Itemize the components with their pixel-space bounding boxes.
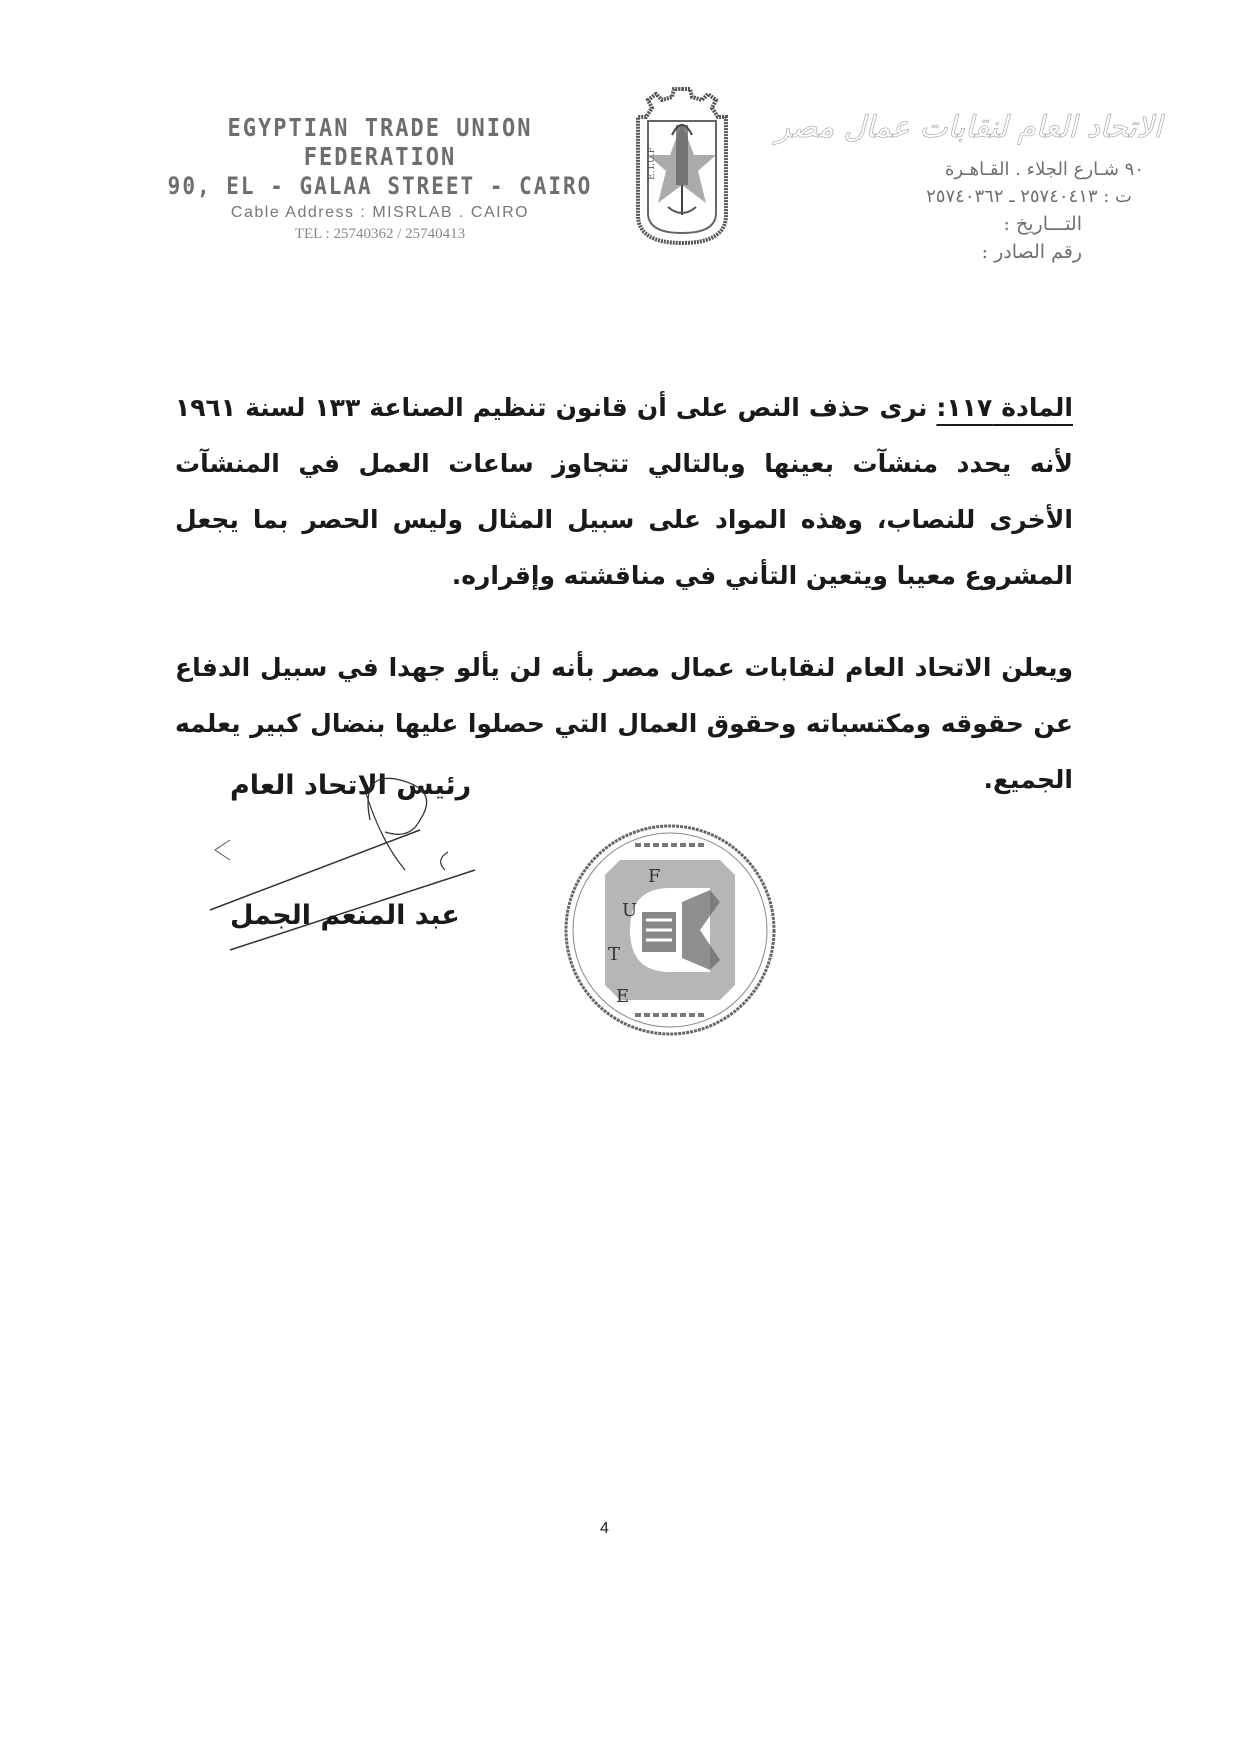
org-name-english: EGYPTIAN TRADE UNION FEDERATION <box>227 114 533 172</box>
svg-text:E.T.U.F: E.T.U.F <box>647 147 657 180</box>
article-paragraph <box>175 380 1073 604</box>
declaration-paragraph: ويعلن الاتحاد العام لنقابات عمال مصر بأنه لن يألو جهدا في سبيل الدفاع عن حقوقه ومكتسباته وحقوق العمال التي حصلوا عليها بنضال كبير يعلمه الجميع. <box>175 653 1073 794</box>
article-text: نرى حذف النص على أن قانون تنظيم الصناعة ١٣٣ لسنة ١٩٦١ لأنه يحدد منشآت بعينها وبالتالي تتجاوز ساعات العمل في المنشآت الأخرى للنصاب، وهذه المواد على سبيل المثال وليس الحصر بما يجعل المشروع معيبا ويتعين التأني في مناقشته وإقراره. <box>175 393 1073 590</box>
signatory-title: رئيس الاتحاد العام <box>230 770 472 801</box>
cable-address: Cable Address : MISRLAB . CAIRO <box>230 204 530 221</box>
telephone-arabic: ت : ٢٥٧٤٠٤١٣ ـ ٢٥٧٤٠٣٦٢ <box>926 186 1132 207</box>
page-number: 4 <box>600 1520 609 1537</box>
signatory-name: عبد المنعم الجمل <box>230 900 460 931</box>
official-seal-icon <box>560 820 780 1040</box>
svg-text:T: T <box>608 944 621 965</box>
org-name-arabic: الاتحاد العام لنقابات عمال مصر <box>775 110 1162 145</box>
article-label: المادة ١١٧: <box>936 393 1073 422</box>
street-address-arabic: ٩٠ شـارع الجلاء . القـاهـرة <box>944 159 1144 180</box>
telephone-english: TEL : 25740362 / 25740413 <box>294 226 466 242</box>
letterhead-english <box>160 114 600 243</box>
svg-text:F: F <box>648 866 661 887</box>
street-address-english: 90, EL - GALAA STREET - CAIRO <box>167 172 593 200</box>
reference-number-label: رقم الصادر : <box>981 241 1082 263</box>
date-field-label: التـــاريخ : <box>1003 213 1082 235</box>
svg-text:U: U <box>622 900 638 921</box>
svg-text:E: E <box>616 986 630 1007</box>
etuf-logo-icon <box>632 85 732 247</box>
letterhead-arabic <box>762 110 1162 263</box>
